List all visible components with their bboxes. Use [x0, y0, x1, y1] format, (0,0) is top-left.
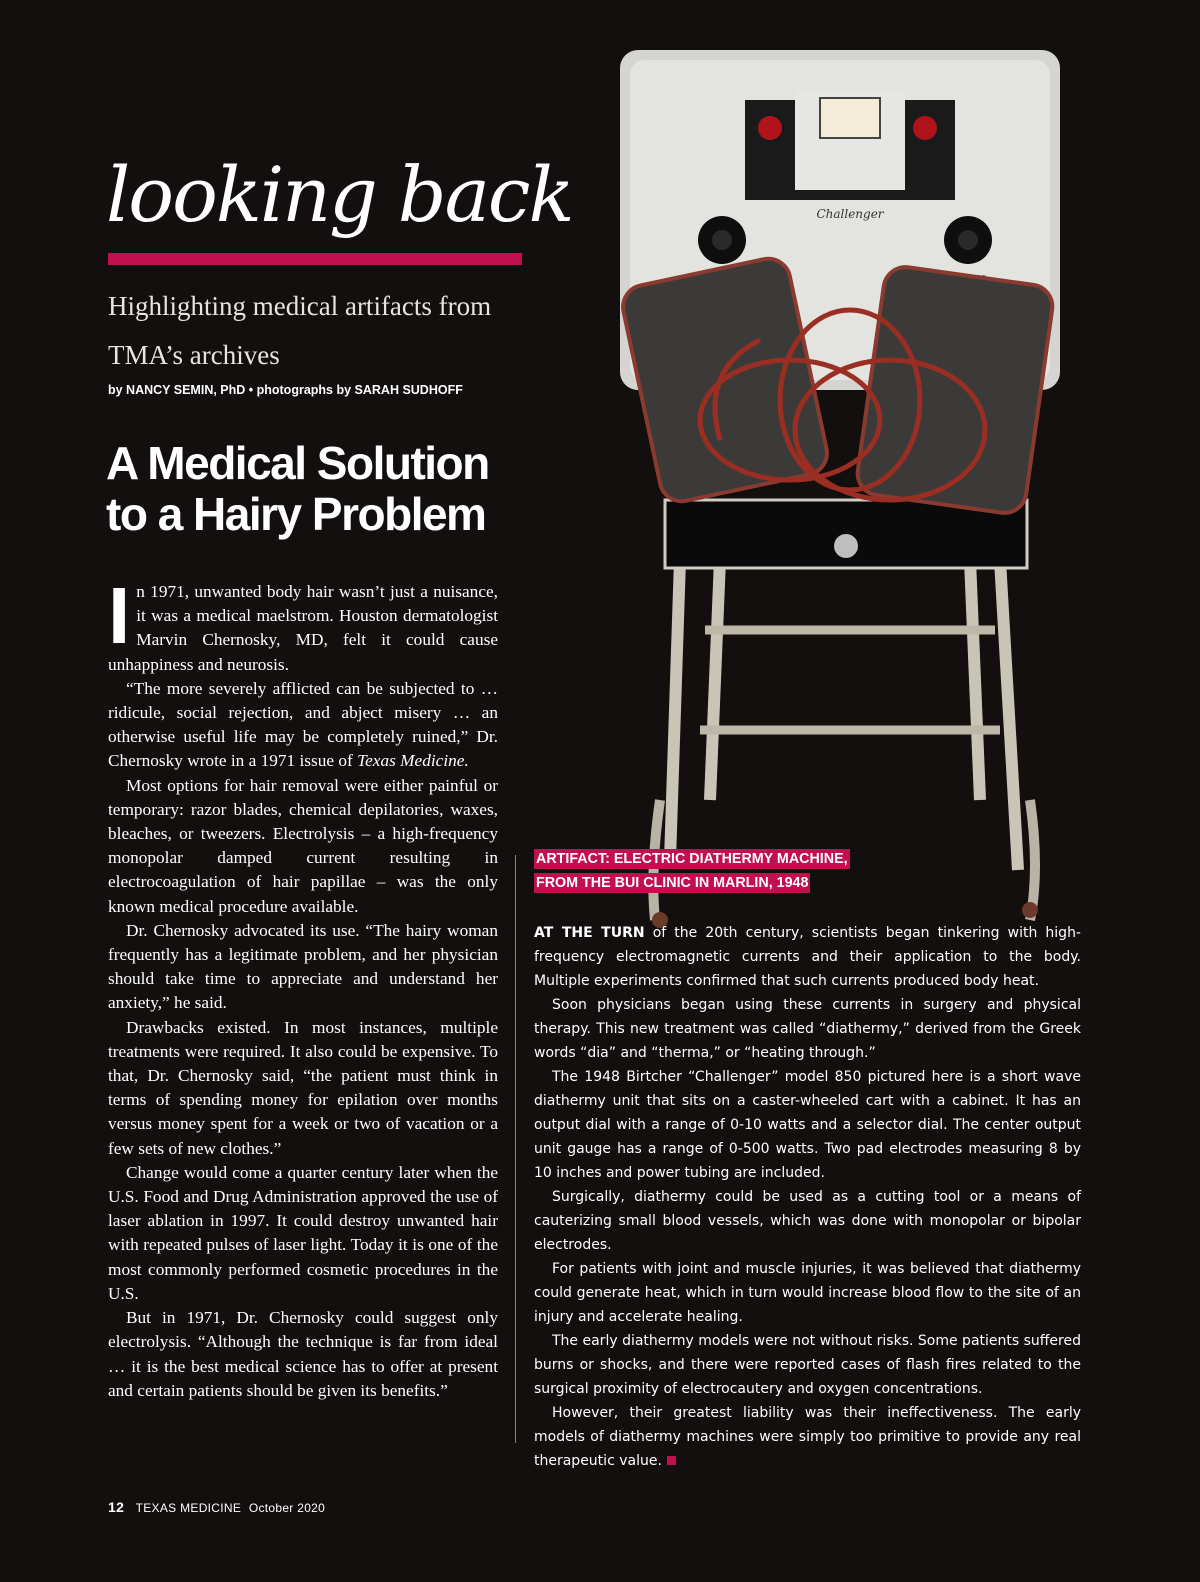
body-paragraph: Drawbacks existed. In most instances, multiple treatments were required. It also could be expensive. To that, Dr. Chernosky said, “the patient must think in terms of spending money for epilation over months versus money spent for a week or two of vacation or a few sets of new clothes.” — [108, 1017, 498, 1158]
sidebar-paragraph: The 1948 Birtcher “Challenger” model 850 pictured here is a short wave diathermy unit that sits on a caster-wheeled cart with a cabinet. It has an output dial with a range of 0-10 watts and a selector dial. The center output unit gauge has a range of 0-500 watts. Two pad electrodes measuring 8 by 10 inches and power tubing are included. — [534, 1069, 1081, 1181]
body-paragraph: Dr. Chernosky advocated its use. “The hairy woman frequently has a legitimate problem, and her physician should take time to appreciate and understand her anxiety,” he said. — [108, 920, 498, 1013]
body-paragraph: But in 1971, Dr. Chernosky could suggest only electrolysis. “Although the technique is far from ideal … it is the best medical science has to offer at present and certain patients should be given its benefits.” — [108, 1308, 498, 1400]
page-number: 12 — [108, 1499, 125, 1515]
sidebar-paragraph: Soon physicians began using these currents in surgery and physical therapy. This new treatment was called “diathermy,” derived from the Greek words “dia” and “therma,” or “heating through.” — [534, 997, 1081, 1061]
sidebar-paragraph: AT THE TURN of the 20th century, scientists began tinkering with high-frequency electromagnetic currents and their application to the body. Multiple experiments confirmed that such currents produced body heat. — [534, 925, 1081, 989]
sidebar-paragraph: The early diathermy models were not without risks. Some patients suffered burns or shocks, and there were reported cases of flash fires related to the surgical proximity of electrocautery and oxygen concentrations. — [534, 1333, 1081, 1397]
article-headline — [106, 438, 536, 540]
body-paragraph: In 1971, unwanted body hair wasn’t just a nuisance, it was a medical maelstrom. Houston dermatologist Marvin Chernosky, MD, felt it could cause unhappiness and neurosis. — [108, 571, 498, 674]
article-body — [108, 571, 498, 1403]
sidebar-body — [534, 921, 1081, 1473]
magazine-name: TEXAS MEDICINE — [135, 1501, 242, 1515]
headline-line-1: A Medical Solution — [106, 437, 489, 489]
drop-cap: I — [108, 571, 131, 660]
end-mark-icon — [667, 1456, 676, 1465]
byline: by NANCY SEMIN, PhD • photographs by SARAH SUDHOFF — [108, 383, 463, 397]
cart-crossbars — [700, 630, 1000, 730]
machine-brand-label: Challenger — [816, 207, 884, 221]
publication-title: Texas Medicine. — [357, 751, 469, 771]
accent-rule — [108, 253, 522, 265]
department-title: looking back — [106, 150, 573, 239]
caption-line-2: FROM THE BUI CLINIC IN MARLIN, 1948 — [536, 875, 809, 891]
sidebar-paragraph: However, their greatest liability was their ineffectiveness. The early models of diathermy machines were simply too primitive to provide any real therapeutic value. — [534, 1405, 1081, 1469]
department-subtitle: Highlighting medical artifacts from TMA’s archives — [108, 291, 492, 370]
cart-legs — [670, 560, 1018, 870]
column-divider — [515, 855, 516, 1443]
issue-date: October 2020 — [248, 1501, 326, 1515]
body-paragraph: Change would come a quarter century later when the U.S. Food and Drug Administration approved the use of laser ablation in 1997. It could destroy unwanted hair with repeated pulses of laser light. Today it is one of the most commonly performed cosmetic procedures in the U.S. — [108, 1162, 498, 1303]
sidebar-paragraph: For patients with joint and muscle injuries, it was believed that diathermy could generate heat, which in turn would increase blood flow to the site of an injury and accelerate healing. — [534, 1261, 1081, 1325]
page-folio — [108, 1499, 325, 1515]
photo-caption — [534, 849, 914, 897]
caption-line-1: ARTIFACT: ELECTRIC DIATHERMY MACHINE, — [536, 851, 848, 867]
body-paragraph: Most options for hair removal were either painful or temporary: razor blades, chemical depilatories, waxes, bleaches, or tweezers. Electrolysis – a high-frequency monopolar damped current resulting in electrocoagulation of hair papillae – was the only known medical procedure available. — [108, 775, 498, 916]
headline-line-2: to a Hairy Problem — [106, 488, 486, 540]
sidebar-paragraph: Surgically, diathermy could be used as a cutting tool or a means of cauterizing small blood vessels, which was done with monopolar or bipolar electrodes. — [534, 1189, 1081, 1253]
body-paragraph: “The more severely afflicted can be subjected to … ridicule, social rejection, and abject misery … an otherwise useful life may be completely ruined,” Dr. Chernosky wrote in a 1971 issue of Texas Medicine. — [108, 678, 498, 771]
diathermy-machine-photo — [600, 40, 1100, 940]
lead-in: AT THE TURN — [534, 925, 645, 941]
